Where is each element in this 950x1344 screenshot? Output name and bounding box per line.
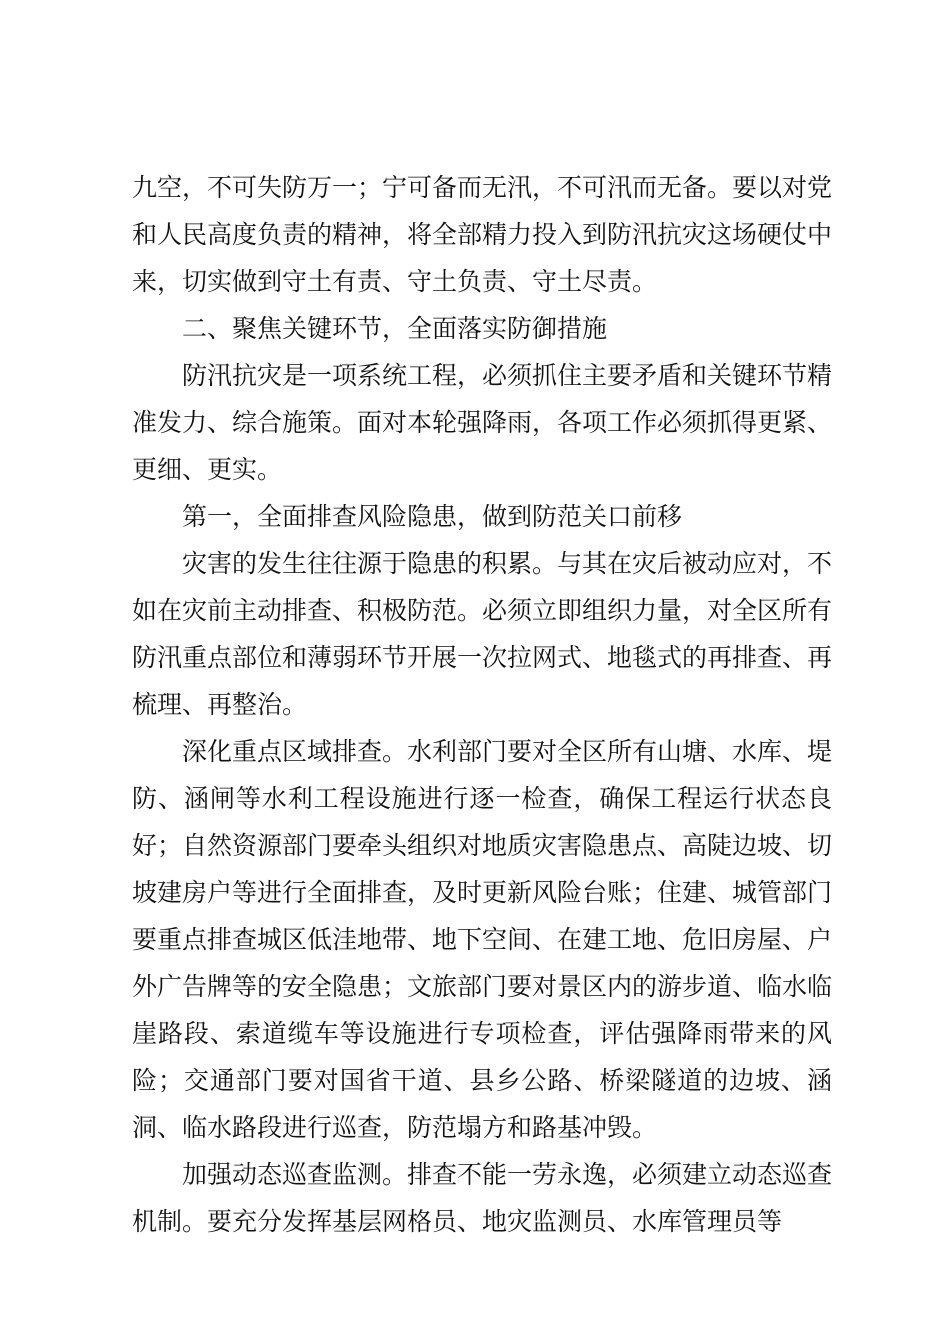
paragraph-body: 灾害的发生往往源于隐患的积累。与其在灾后被动应对，不如在灾前主动排查、积极防范。必须立即组织力量，对全区所有防汛重点部位和薄弱环节开展一次拉网式、地毯式的再排查、再梳理、再整治。 bbox=[132, 549, 833, 719]
section-heading-2: 二、聚焦关键环节，全面落实防御措施 bbox=[182, 314, 608, 343]
paragraph-body: 加强动态巡查监测。排查不能一劳永逸，必须建立动态巡查机制。要充分发挥基层网格员、地灾监测员、水库管理员等 bbox=[132, 1160, 833, 1236]
document-page bbox=[132, 164, 832, 1245]
subsection-heading-1: 第一，全面排查风险隐患，做到防范关口前移 bbox=[182, 502, 683, 531]
paragraph-body: 深化重点区域排查。水利部门要对全区所有山塘、水库、堤防、涵闸等水利工程设施进行逐一检查，确保工程运行状态良好；自然资源部门要牵头组织对地质灾害隐患点、高陡边坡、切坡建房户等进行全面排查，及时更新风险台账；住建、城管部门要重点排查城区低洼地带、地下空间、在建工地、危旧房屋、户外广告牌等的安全隐患；文旅部门要对景区内的游步道、临水临崖路段、索道缆车等设施进行专项检查，评估强降雨带来的风险；交通部门要对国省干道、县乡公路、桥梁隧道的边坡、涵洞、临水路段进行巡查，防范塌方和路基冲毁。 bbox=[132, 737, 833, 1142]
paragraph-continuation: 九空，不可失防万一；宁可备而无汛，不可汛而无备。要以对党和人民高度负责的精神，将全部精力投入到防汛抗灾这场硬仗中来，切实做到守土有责、守土负责、守土尽责。 bbox=[132, 173, 833, 296]
paragraph-body: 防汛抗灾是一项系统工程，必须抓住主要矛盾和关键环节精准发力、综合施策。面对本轮强降雨，各项工作必须抓得更紧、更细、更实。 bbox=[132, 361, 833, 484]
